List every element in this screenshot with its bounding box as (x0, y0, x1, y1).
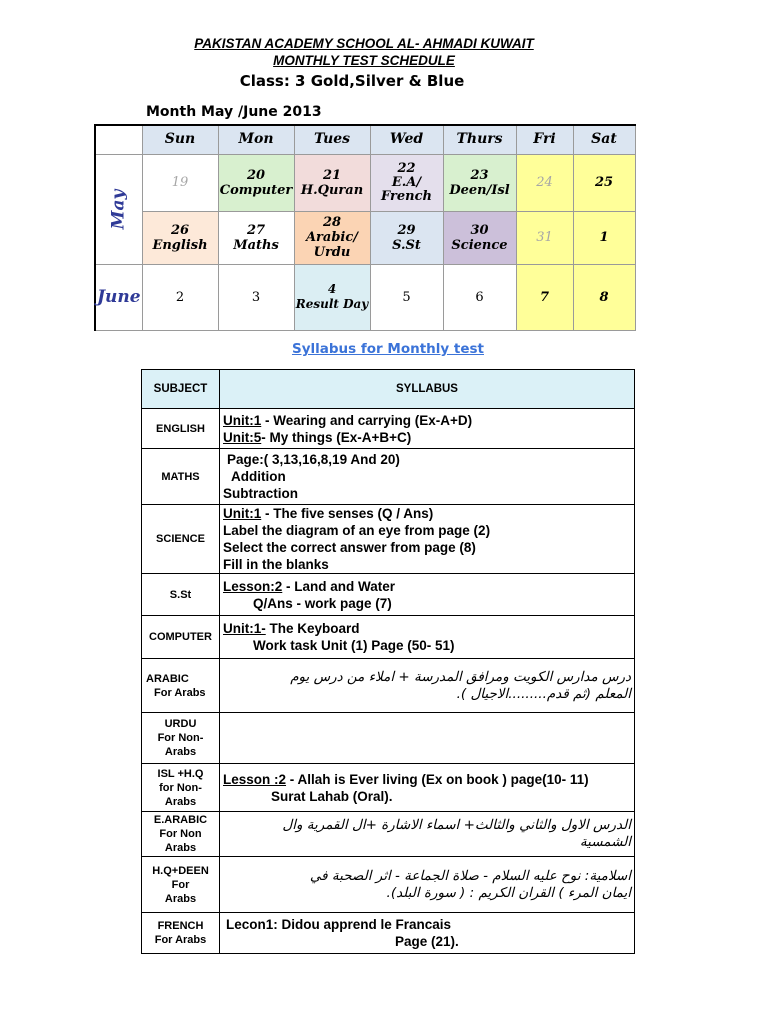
calendar-cell: 19 (142, 154, 218, 211)
syllabus-row-french (142, 913, 635, 954)
calendar-cell: 24 (516, 154, 573, 211)
syllabus-row-isl-hq (142, 764, 635, 812)
calendar-cell: 1 (573, 211, 635, 264)
calendar-week-row (95, 154, 635, 211)
subject-cell: SCIENCE (142, 505, 220, 574)
syllabus-row-maths (142, 449, 635, 505)
month-label-may: May (95, 154, 142, 264)
calendar-cell: 4 Result Day (294, 264, 370, 330)
calendar-cell: 2 (142, 264, 218, 330)
syllabus-cell: الدرس الاول والثاني والثالث+ اسماء الاشارة +ال القمرية وال الشمسية (220, 812, 635, 857)
syllabus-row-english (142, 409, 635, 449)
syllabus-cell: Lecon1: Didou apprend le Francais Page (21). (220, 913, 635, 954)
day-header: Mon (218, 125, 294, 154)
syllabus-row-urdu (142, 713, 635, 764)
calendar-week-row (95, 264, 635, 330)
syllabus-cell: درس مدارس الكويت ومرافق المدرسة + املاء من درس يوم المعلم (ثم قدم.........الاجيال ). (220, 659, 635, 713)
subject-cell: ISL +H.Q for Non- Arabs (142, 764, 220, 812)
day-header: Wed (370, 125, 443, 154)
syllabus-cell (220, 713, 635, 764)
calendar-cell: 8 (573, 264, 635, 330)
calendar-cell: 30 Science (443, 211, 516, 264)
calendar-cell: 3 (218, 264, 294, 330)
subject-cell: COMPUTER (142, 616, 220, 659)
syllabus-row-computer (142, 616, 635, 659)
calendar-cell: 29 S.St (370, 211, 443, 264)
class-line: Class: 3 Gold,Silver & Blue (239, 72, 465, 90)
day-header: Thurs (443, 125, 516, 154)
syllabus-row-e-arabic (142, 812, 635, 857)
calendar-cell: 5 (370, 264, 443, 330)
subject-cell: H.Q+DEEN For Arabs (142, 857, 220, 913)
syllabus-cell: Unit:1 - Wearing and carrying (Ex-A+D) Unit:5- My things (Ex-A+B+C) (220, 409, 635, 449)
calendar-cell: 27 Maths (218, 211, 294, 264)
calendar-cell: 21 H.Quran (294, 154, 370, 211)
day-header: Tues (294, 125, 370, 154)
subject-cell: E.ARABIC For Non Arabs (142, 812, 220, 857)
calendar-header-row (95, 125, 635, 154)
day-header: Fri (516, 125, 573, 154)
syllabus-header-row (142, 370, 635, 409)
syllabus-row-sst (142, 574, 635, 616)
schedule-title: MONTHLY TEST SCHEDULE (273, 53, 455, 68)
calendar-corner (95, 125, 142, 154)
syllabus-cell: Page:( 3,13,16,8,19 And 20) Addition Subtraction (220, 449, 635, 505)
syllabus-row-arabic (142, 659, 635, 713)
subject-column-header: SUBJECT (142, 370, 220, 409)
syllabus-row-hq-deen (142, 857, 635, 913)
month-line: Month May /June 2013 (146, 104, 322, 120)
syllabus-cell: Lesson :2 - Allah is Ever living (Ex on book ) page(10- 11) Surat Lahab (Oral). (220, 764, 635, 812)
calendar-cell: 26 English (142, 211, 218, 264)
syllabus-cell: Unit:1- The Keyboard Work task Unit (1) Page (50- 51) (220, 616, 635, 659)
syllabus-row-science (142, 505, 635, 574)
syllabus-column-header: SYLLABUS (220, 370, 635, 409)
day-header: Sun (142, 125, 218, 154)
calendar-cell: 25 (573, 154, 635, 211)
subject-cell: FRENCH For Arabs (142, 913, 220, 954)
subject-cell: URDU For Non- Arabs (142, 713, 220, 764)
syllabus-cell: Unit:1 - The five senses (Q / Ans) Label the diagram of an eye from page (2) Select the correct answer from page (8) Fill in the blanks (220, 505, 635, 574)
calendar-cell: 20 Computer (218, 154, 294, 211)
calendar-cell: 28 Arabic/ Urdu (294, 211, 370, 264)
syllabus-cell: اسلامية: نوح عليه السلام - صلاة الجماعة - اثر الصحبة في ايمان المرء ) القران الكريم : ( سورة البلد). (220, 857, 635, 913)
day-header: Sat (573, 125, 635, 154)
calendar-cell: 31 (516, 211, 573, 264)
syllabus-cell: Lesson:2 - Land and Water Q/Ans - work page (7) (220, 574, 635, 616)
calendar-cell: 6 (443, 264, 516, 330)
month-label-june: June (95, 264, 142, 330)
syllabus-title: Syllabus for Monthly test (291, 341, 484, 357)
calendar-table (94, 124, 636, 331)
subject-cell: ENGLISH (142, 409, 220, 449)
calendar-cell: 7 (516, 264, 573, 330)
subject-cell: S.St (142, 574, 220, 616)
calendar-week-row (95, 211, 635, 264)
calendar-cell: 23 Deen/Isl (443, 154, 516, 211)
subject-cell: MATHS (142, 449, 220, 505)
subject-cell: ARABIC For Arabs (142, 659, 220, 713)
syllabus-table (141, 369, 635, 954)
school-name: PAKISTAN ACADEMY SCHOOL AL- AHMADI KUWAIT (194, 36, 534, 51)
calendar-cell: 22 E.A/ French (370, 154, 443, 211)
